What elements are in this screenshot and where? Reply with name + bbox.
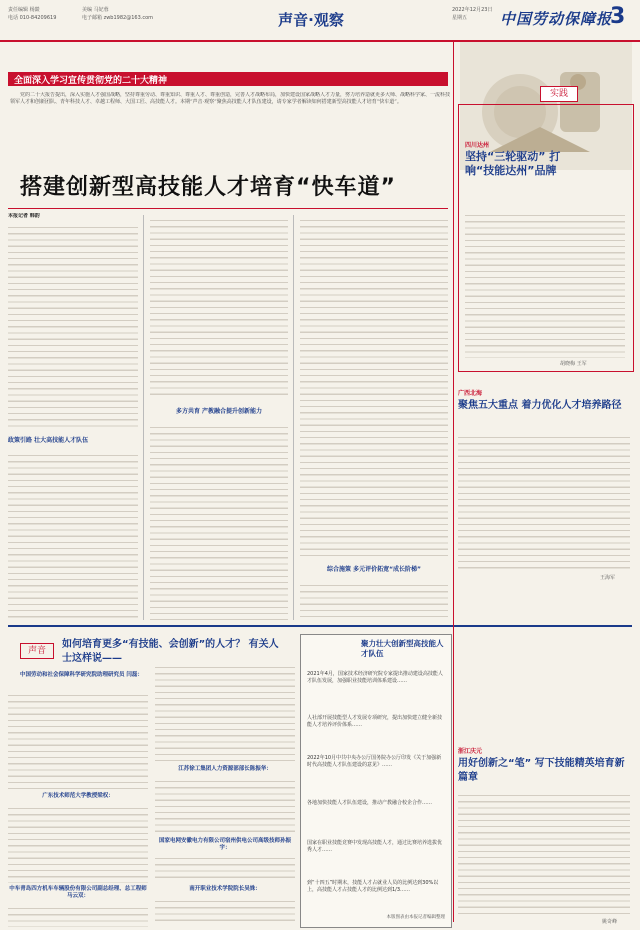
practice-body bbox=[465, 210, 625, 358]
list-item: 2021年4月，国家技术经济研究院专家提出推动建设高技能人才队伍发展，加强职业技能培训体系建设…… bbox=[307, 671, 443, 684]
article-column-2 bbox=[150, 215, 288, 400]
speaker-5-body bbox=[155, 853, 295, 883]
voices-col-2 bbox=[155, 662, 295, 762]
date-info: 2022年12月23日 星期五 bbox=[452, 7, 493, 21]
speaker-6-body bbox=[155, 896, 295, 926]
banner-bar bbox=[8, 72, 448, 86]
voices-rule bbox=[8, 625, 632, 627]
intro-text: 党的二十大报告提出，深入实施人才强国战略，坚持尊重劳动、尊重知识、尊重人才、尊重创造，完善人才战略布局，加快建设国家战略人才力量，努力培养造就更多大师、战略科学家、一流科技领军人才和创新团队、青年科技人才、卓越工程师、大国工匠、高技能人才。本期“声音·观察”聚焦高技能人才队伍建设，请专家学者解读如何搭建新型高技能人才培育“快车道”。 bbox=[10, 92, 450, 106]
list-item: 2022年10月中共中央办公厅国务院办公厅印发《关于加强新时代高技能人才队伍建设的意见》…… bbox=[307, 755, 442, 768]
speaker-2-body bbox=[8, 803, 148, 883]
designer-info: 美编 马妃蓉 电子邮箱 zwb1982@163.com bbox=[82, 7, 154, 21]
article-column-2b bbox=[150, 422, 288, 620]
practice-author: 胡晓梅 王军 bbox=[560, 361, 587, 367]
masthead bbox=[0, 0, 640, 42]
speaker-1: 中国劳动和社会保障科学研究院助理研究员 闫磊： bbox=[20, 672, 143, 678]
headline-rule bbox=[8, 208, 448, 209]
speaker-5: 国家电网安徽电力有限公司宿州供电公司高级技师孙振宇： bbox=[158, 838, 291, 851]
list-box-caption: 本版图表由本报记者编辑整理 bbox=[386, 915, 445, 920]
speaker-4: 江苏徐工集团人力资源部部长陈振华： bbox=[178, 766, 272, 772]
article-column-3b bbox=[300, 580, 448, 620]
paper-name: 中国劳动保障报 bbox=[500, 10, 613, 28]
right-column-divider bbox=[453, 42, 454, 922]
subhead-1: 政策引路 壮大高技能人才队伍 bbox=[8, 437, 89, 444]
practice-label: 实践 bbox=[540, 86, 578, 102]
article-column-1b bbox=[8, 450, 138, 620]
article-column-1 bbox=[8, 222, 138, 427]
guangxi-body bbox=[458, 432, 630, 572]
zhejiang-author: 姚奇峰 bbox=[602, 919, 618, 925]
section-title: 声音·观察 bbox=[278, 11, 344, 29]
practice-headline: 坚持“三轮驱动” 打响“技能达州”品牌 bbox=[465, 150, 561, 177]
list-item: 到“十四五”时期末，技能人才占就业人员的比例达到30%以上，高技能人才占技能人才的比例达到1/3…… bbox=[307, 880, 439, 893]
subhead-2: 多方共育 产教融合提升创新能力 bbox=[175, 408, 263, 415]
page-number: 3 bbox=[610, 4, 626, 29]
speaker-2: 广东技术师范大学教授梁权： bbox=[42, 793, 114, 799]
subhead-3: 综合施策 多元评价拓宽“成长阶梯” bbox=[327, 566, 421, 573]
speaker-4-body bbox=[155, 776, 295, 836]
zhejiang-region: 浙江庆元 bbox=[458, 748, 483, 755]
col-divider bbox=[143, 215, 144, 620]
editor-info: 责任编辑 杨燚 电话 010-84209619 bbox=[8, 7, 57, 21]
zhejiang-body bbox=[458, 790, 630, 918]
list-item: 各地加快技能人才队伍建设，推动产教融合校企合作…… bbox=[307, 800, 433, 806]
main-headline: 搭建创新型高技能人才培育“快车道” bbox=[20, 175, 396, 200]
speaker-1-body bbox=[8, 690, 148, 790]
list-box-title: 聚力壮大创新型高技能人才队伍 bbox=[361, 639, 444, 658]
voices-headline: 如何培育更多“有技能、会创新”的人才？ 有关人士这样说—— bbox=[62, 639, 279, 664]
zhejiang-headline: 用好创新之“笔” 写下技能精英培育新篇章 bbox=[458, 758, 625, 783]
guangxi-region: 广西北海 bbox=[458, 390, 483, 397]
article-column-3 bbox=[300, 215, 448, 560]
byline: 本报记者 韩韵 bbox=[8, 213, 40, 219]
banner-title: 全面深入学习宣传贯彻党的二十大精神 bbox=[14, 76, 168, 86]
guangxi-author: 王海军 bbox=[600, 575, 616, 581]
practice-region: 四川达州 bbox=[465, 142, 490, 149]
list-item: 国家在职业技能竞赛中发现高技能人才，通过比赛培养选拔优秀人才…… bbox=[307, 840, 443, 853]
list-item: 人社部开展技能型人才发展专项研究，提出加快建立健全新技能人才培养评价体系…… bbox=[307, 715, 443, 728]
speaker-3: 中车青岛四方机车车辆股份有限公司副总经理、总工程师马云双： bbox=[9, 886, 147, 899]
guangxi-headline: 聚焦五大重点 着力优化人才培养路径 bbox=[458, 400, 622, 411]
voices-label: 声音 bbox=[20, 643, 54, 659]
speaker-3-body bbox=[8, 903, 148, 927]
list-box bbox=[300, 634, 452, 928]
speaker-6: 南开职业技术学院院长吴姝： bbox=[189, 886, 261, 892]
col-divider bbox=[293, 215, 294, 620]
